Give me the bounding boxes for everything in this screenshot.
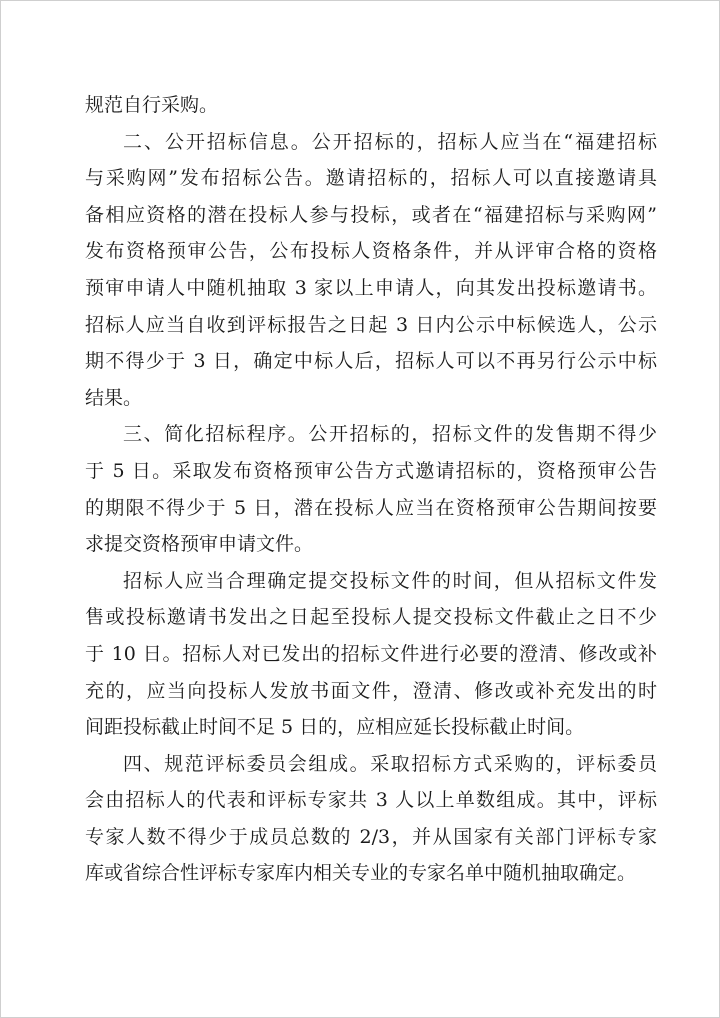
text-line: 结果。 [85,386,143,409]
text-line: 售或投标邀请书发出之日起至投标人提交投标文件截止之日不少 [85,606,657,629]
text-line: 于 5 日。采取发布资格预审公告方式邀请招标的，资格预审公告 [85,459,657,482]
text-line: 于 10 日。招标人对已发出的招标文件进行必要的澄清、修改或补 [85,642,657,665]
text-line: 招标人应当自收到评标报告之日起 3 日内公示中标候选人，公示 [85,313,657,336]
text-line: 库或省综合性评标专家库内相关专业的专家名单中随机抽取确定。 [85,862,637,885]
document-body [85,87,657,892]
text-line: 招标人应当合理确定提交投标文件的时间，但从招标文件发 [123,569,657,592]
text-line: 三、简化招标程序。公开招标的，招标文件的发售期不得少 [123,423,657,446]
text-line: 备相应资格的潜在投标人参与投标，或者在“福建招标与采购网” [85,203,657,226]
text-line: 二、公开招标信息。公开招标的，招标人应当在“福建招标 [123,130,657,153]
text-line: 期不得少于 3 日，确定中标人后，招标人可以不再另行公示中标 [85,350,657,373]
text-line: 发布资格预审公告，公布投标人资格条件，并从评审合格的资格 [85,240,657,263]
text-line: 规范自行采购。 [85,94,219,116]
text-line: 四、规范评标委员会组成。采取招标方式采购的，评标委员 [123,752,657,775]
text-line: 的期限不得少于 5 日，潜在投标人应当在资格预审公告期间按要 [85,496,657,519]
text-line: 专家人数不得少于成员总数的 2/3，并从国家有关部门评标专家 [85,825,657,848]
text-line: 求提交资格预审申请文件。 [85,533,314,556]
text-line: 充的，应当向投标人发放书面文件，澄清、修改或补充发出的时 [85,679,657,702]
text-line: 预审申请人中随机抽取 3 家以上申请人，向其发出投标邀请书。 [85,276,657,299]
text-line: 间距投标截止时间不足 5 日的，应相应延长投标截止时间。 [85,716,585,739]
text-line: 会由招标人的代表和评标专家共 3 人以上单数组成。其中，评标 [85,789,657,812]
text-line: 与采购网”发布招标公告。邀请招标的，招标人可以直接邀请具 [85,167,657,190]
